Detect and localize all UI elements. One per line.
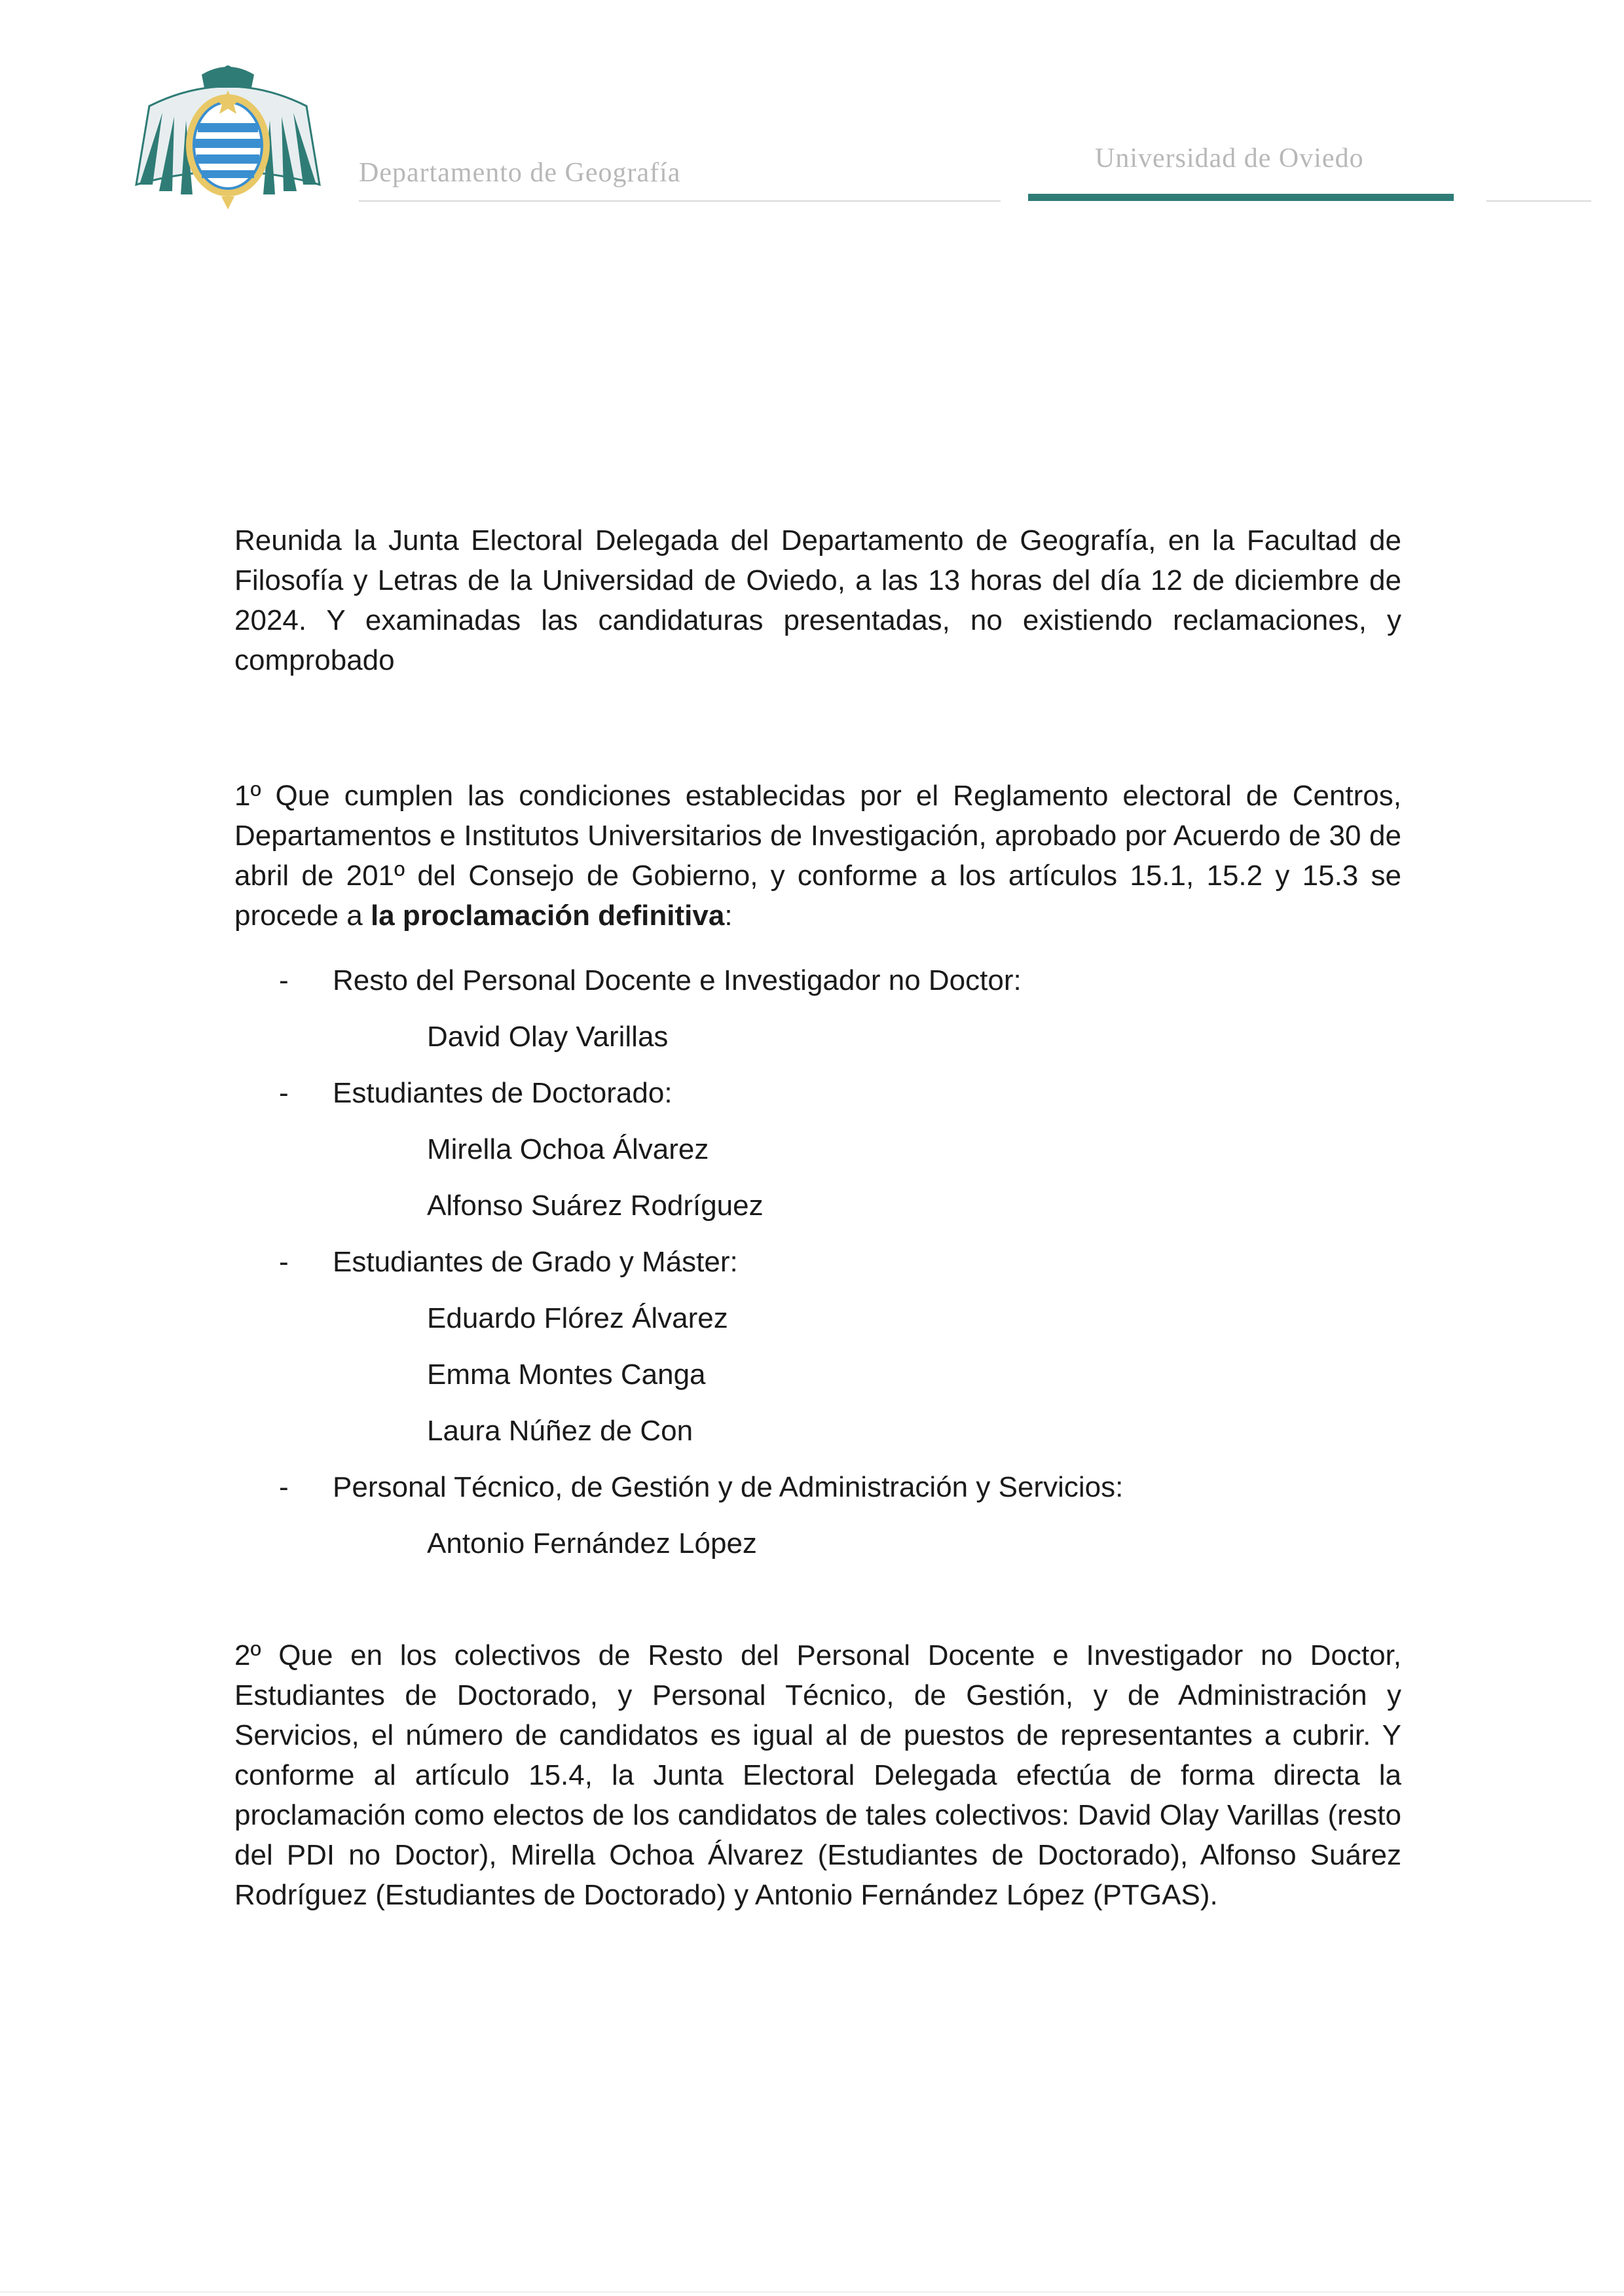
group-title xyxy=(234,960,1401,1017)
candidate-name: Eduardo Flórez Álvarez xyxy=(427,1302,728,1334)
group-title xyxy=(234,1242,1401,1298)
point-1-text: 1º Que cumplen las condiciones establecidas por el Reglamento electoral de Centros, Departamentos e Institutos Universitarios de Investigación, aprobado por Acuerdo de 30 de abril de 201º del Consejo de Gobierno, y conforme a los artículos 15.1, 15.2 y 15.3 se procede a xyxy=(234,780,1401,932)
point-1-end: : xyxy=(724,900,733,932)
university-name: Universidad de Oviedo xyxy=(1095,143,1364,173)
header-divider-left xyxy=(359,200,1001,202)
header-accent-bar xyxy=(1028,194,1454,201)
candidate-list xyxy=(234,960,1401,1580)
candidate-name: Emma Montes Canga xyxy=(427,1358,706,1391)
university-coat-of-arms-logo xyxy=(123,60,333,211)
list-dash: - xyxy=(279,1471,289,1503)
intro-paragraph: Reunida la Junta Electoral Delegada del Departamento de Geografía, en la Facultad de Filosofía y Letras de la Universidad de Oviedo, a las 13 horas del día 12 de diciembre de 2024. Y examinadas las candidaturas presentadas, no existiendo reclamaciones, y comprobado xyxy=(234,524,1401,676)
candidate-name: Mirella Ochoa Álvarez xyxy=(427,1133,709,1165)
group-title-text: Estudiantes de Doctorado: xyxy=(333,1077,673,1109)
header-divider-right xyxy=(1486,200,1591,202)
point-2-paragraph: 2º Que en los colectivos de Resto del Personal Docente e Investigador no Doctor, Estudiantes de Doctorado, y Personal Técnico, de Gestión, y de Administración y Servicios, el número de candidatos es igual al de puestos de representantes a cubrir. Y conforme al artículo 15.4, la Junta Electoral Delegada efectúa de forma directa la proclamación como electos de los candidatos de tales colectivos: David Olay Varillas (resto del PDI no Doctor), Mirella Ochoa Álvarez (Estudiantes de Doctorado), Alfonso Suárez Rodríguez (Estudiantes de Doctorado) y Antonio Fernández López (PTGAS). xyxy=(234,1639,1401,1911)
candidate-name: Laura Núñez de Con xyxy=(427,1415,693,1447)
candidate-name: David Olay Varillas xyxy=(427,1021,669,1053)
department-name: Departamento de Geografía xyxy=(359,158,681,188)
group-title-text: Estudiantes de Grado y Máster: xyxy=(333,1246,738,1278)
list-dash: - xyxy=(279,964,289,996)
group-title xyxy=(234,1467,1401,1523)
list-dash: - xyxy=(279,1077,289,1109)
candidate-name: Antonio Fernández López xyxy=(427,1527,757,1559)
group-title-text: Resto del Personal Docente e Investigador no Doctor: xyxy=(333,964,1022,996)
point-1-paragraph xyxy=(234,776,1401,936)
group-title xyxy=(234,1073,1401,1129)
point-1-bold-text: la proclamación definitiva xyxy=(370,900,725,932)
list-dash: - xyxy=(279,1246,289,1278)
page-bottom-edge xyxy=(0,2291,1624,2293)
group-title-text: Personal Técnico, de Gestión y de Administración y Servicios: xyxy=(333,1471,1124,1503)
candidate-name: Alfonso Suárez Rodríguez xyxy=(427,1190,764,1222)
